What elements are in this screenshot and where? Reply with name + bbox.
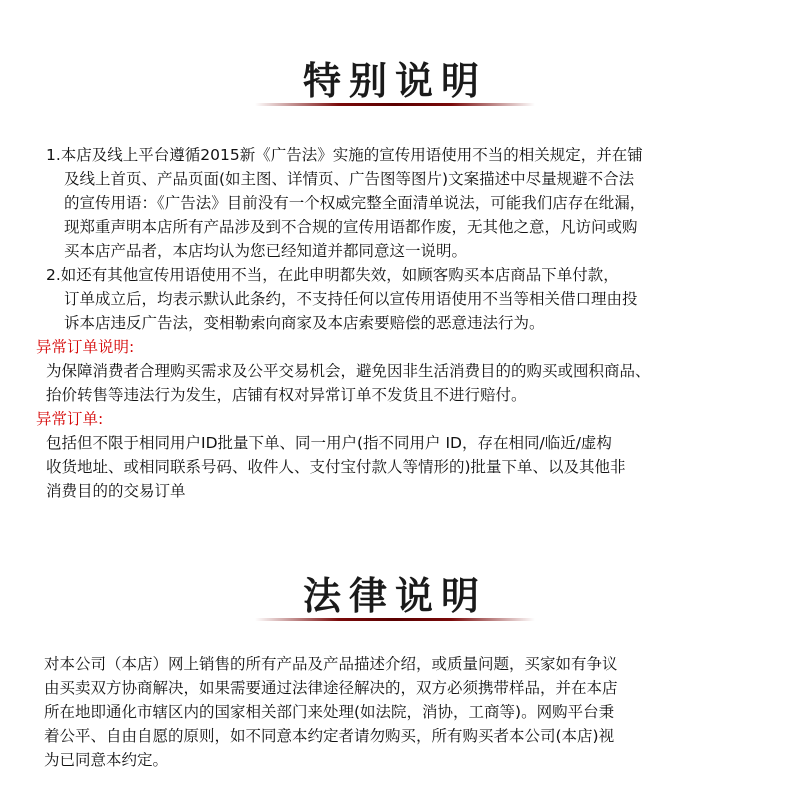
text-line: 为保障消费者合理购买需求及公平交易机会，避免因非生活消费目的的购买或囤积商品、 (46, 362, 651, 380)
text-line: 现郑重声明本店所有产品涉及到不合规的宣传用语都作废，无其他之意，凡访问或购 (64, 218, 638, 236)
text-line: 着公平、自由自愿的原则，如不同意本约定者请勿购买，所有购买者本公司(本店)视 (44, 727, 615, 745)
notice-paragraph-1 (46, 143, 645, 263)
text-line: 所在地即通化市辖区内的国家相关部门来处理(如法院，消协，工商等)。网购平台秉 (44, 703, 615, 721)
text-line: 诉本店违反广告法，变相勒索向商家及本店索要赔偿的恶意违法行为。 (64, 314, 545, 332)
abnormal-order-note (46, 359, 651, 407)
abnormal-order-definition (46, 431, 626, 503)
text-line: 为已同意本约定。 (44, 751, 169, 769)
text-line: 的宣传用语：《广告法》目前没有一个权威完整全面清单说法，可能我们店存在纰漏， (64, 194, 646, 212)
legal-notice-paragraph (44, 652, 618, 772)
text-line: 订单成立后，均表示默认此条约，不支持任何以宣传用语使用不当等相关借口理由投 (64, 290, 638, 308)
notice-paragraph-2 (46, 263, 638, 335)
text-line: 消费目的的交易订单 (46, 482, 186, 500)
text-line: 对本公司（本店）网上销售的所有产品及产品描述介绍，或质量问题，买家如有争议 (44, 655, 618, 673)
text-line: 抬价转售等违法行为发生，店铺有权对异常订单不发货且不进行赔付。 (46, 386, 527, 404)
text-line: 由买卖双方协商解决，如果需要通过法律途径解决的，双方必须携带样品，并在本店 (44, 679, 618, 697)
special-notice-title-underline (255, 103, 535, 106)
text-line: 买本店产品者，本店均认为您已经知道并都同意这一说明。 (64, 242, 468, 260)
legal-notice-title-underline (255, 618, 535, 621)
abnormal-order-heading: 异常订单: (36, 410, 104, 428)
legal-notice-title: 法律说明 (302, 573, 487, 618)
abnormal-order-note-heading: 异常订单说明: (36, 338, 135, 356)
text-line: 2.如还有其他宣传用语使用不当，在此申明都失效，如顾客购买本店商品下单付款， (46, 266, 619, 284)
special-notice-title: 特别说明 (302, 58, 487, 103)
text-line: 收货地址、或相同联系号码、收件人、支付宝付款人等情形的)批量下单、以及其他非 (46, 458, 626, 476)
text-line: 及线上首页、产品页面(如主图、详情页、广告图等图片)文案描述中尽量规避不合法 (64, 170, 635, 188)
text-line: 1.本店及线上平台遵循2015新《广告法》实施的宣传用语使用不当的相关规定，并在铺 (46, 146, 643, 164)
text-line: 包括但不限于相同用户ID批量下单、同一用户(指不同用户 ID，存在相同/临近/虚构 (46, 434, 612, 452)
